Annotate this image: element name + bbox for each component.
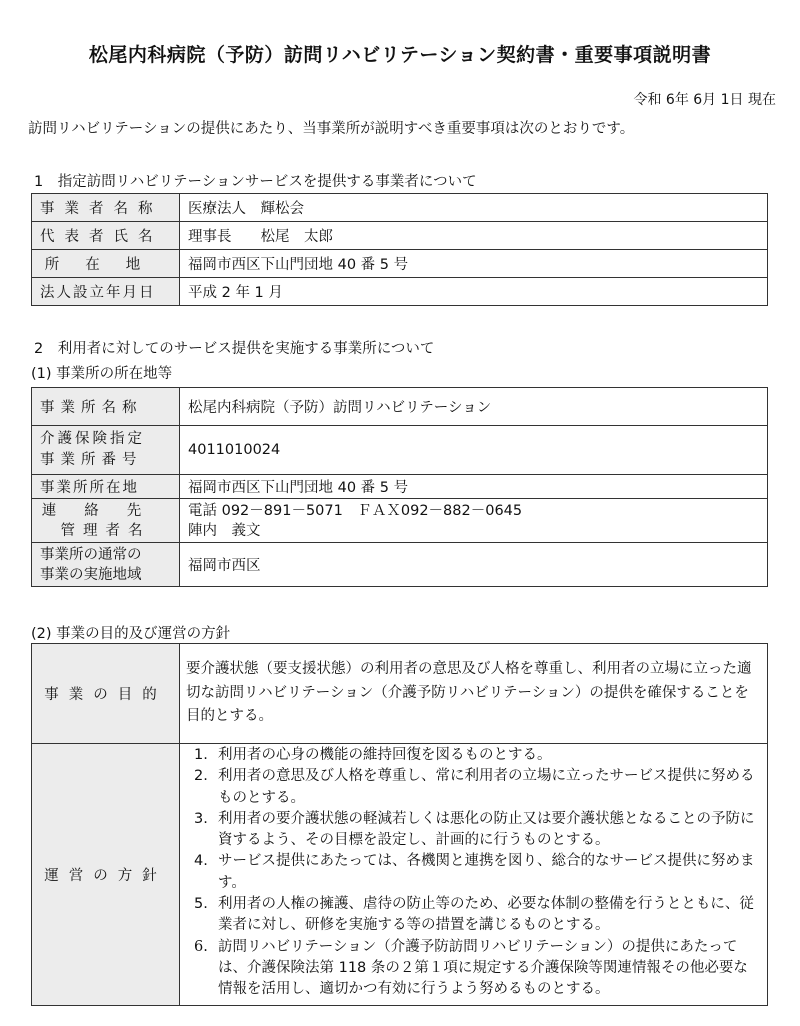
- list-item: 5. 利用者の人権の擁護、虐待の防止等のため、必要な体制の整備を行うとともに、従業者に対し、研修を実施する等の措置を講じるものとする。: [194, 896, 754, 934]
- list-item: 2. 利用者の意思及び人格を尊重し、常に利用者の立場に立ったサービス提供に努めるものとする。: [194, 768, 755, 806]
- service-area-value: 福岡市西区: [180, 543, 768, 587]
- contact-value: [180, 499, 768, 543]
- office-address-label: 事業所所在地: [32, 475, 180, 499]
- table-row: [32, 543, 768, 587]
- table-row: [32, 499, 768, 543]
- provider-name-value: 医療法人 輝松会: [180, 194, 768, 222]
- established-label: 法人設立年月日: [32, 278, 180, 306]
- table-row: [32, 278, 768, 306]
- table-row: [32, 194, 768, 222]
- intro-text: 訪問リハビリテーションの提供にあたり、当事業所が説明すべき重要事項は次のとおりです。: [28, 121, 635, 137]
- table-row: [32, 644, 768, 744]
- purpose-text: 要介護状態（要支援状態）の利用者の意思及び人格を尊重し、利用者の立場に立った適切な訪問リハビリテーション（介護予防リハビリテーション）の提供を確保することを目的とする。: [180, 644, 768, 744]
- office-name-value: 松尾内科病院（予防）訪問リハビリテーション: [180, 388, 768, 426]
- policy-label: 運営の方針: [32, 744, 180, 1006]
- office-name-label: 事業所名称: [32, 388, 180, 426]
- table-row: [32, 250, 768, 278]
- table-row: [32, 744, 768, 1006]
- section2-sub2: (2) 事業の目的及び運営の方針: [31, 626, 231, 642]
- established-value: 平成 2 年 1 月: [180, 278, 768, 306]
- office-number-value: 4011010024: [180, 426, 768, 475]
- document-title: 松尾内科病院（予防）訪問リハビリテーション契約書・重要事項説明書: [88, 44, 712, 66]
- office-number-label: 介護保険指定 事業所番号: [32, 426, 180, 475]
- address-value: 福岡市西区下山門団地 40 番 5 号: [180, 250, 768, 278]
- representative-value: 理事長 松尾 太郎: [180, 222, 768, 250]
- section2-sub1: (1) 事業所の所在地等: [31, 366, 173, 382]
- table-row: [32, 388, 768, 426]
- table-row: [32, 475, 768, 499]
- manager-name: 陣内 義文: [188, 522, 261, 539]
- section1-heading: 1 指定訪問リハビリテーションサービスを提供する事業者について: [34, 174, 477, 190]
- policy-cell: [180, 744, 768, 1006]
- table-row: [32, 426, 768, 475]
- list-item: 6. 訪問リハビリテーション（介護予防訪問リハビリテーション）の提供にあたっては、介護保険法第 118 条の２第１項に規定する介護保険等関連情報その他必要な情報を活用し、適切かつ有効に行うよう努めるものとする。: [194, 938, 748, 998]
- policy-list: [194, 745, 761, 1001]
- list-item: 4. サービス提供にあたっては、各機関と連携を図り、総合的なサービス提供に努めます。: [194, 853, 755, 891]
- contact-phone-fax: 電話 092－891－5071 ＦＡＸ092－882－0645: [188, 502, 523, 519]
- table-row: [32, 222, 768, 250]
- provider-table: [31, 193, 768, 306]
- provider-name-label: 事業者名称: [32, 194, 180, 222]
- office-address-value: 福岡市西区下山門団地 40 番 5 号: [180, 475, 768, 499]
- address-label: 所在地: [32, 250, 180, 278]
- section2-heading: 2 利用者に対してのサービス提供を実施する事業所について: [34, 341, 435, 357]
- representative-label: 代表者氏名: [32, 222, 180, 250]
- document-date: 令和 6年 6月 1日 現在: [633, 92, 776, 108]
- service-area-label: 事業所の通常の 事業の実施地域: [32, 543, 180, 587]
- purpose-label: 事業の目的: [32, 644, 180, 744]
- list-item: 3. 利用者の要介護状態の軽減若しくは悪化の防止又は要介護状態となることの予防に資するよう、その目標を設定し、計画的に行うものとする。: [194, 810, 755, 849]
- contact-label: 連絡先 管理者名: [32, 499, 180, 543]
- list-item: 1. 利用者の心身の機能の維持回復を図るものとする。: [194, 747, 552, 763]
- purpose-policy-table: [31, 643, 768, 1006]
- office-table: [31, 387, 768, 587]
